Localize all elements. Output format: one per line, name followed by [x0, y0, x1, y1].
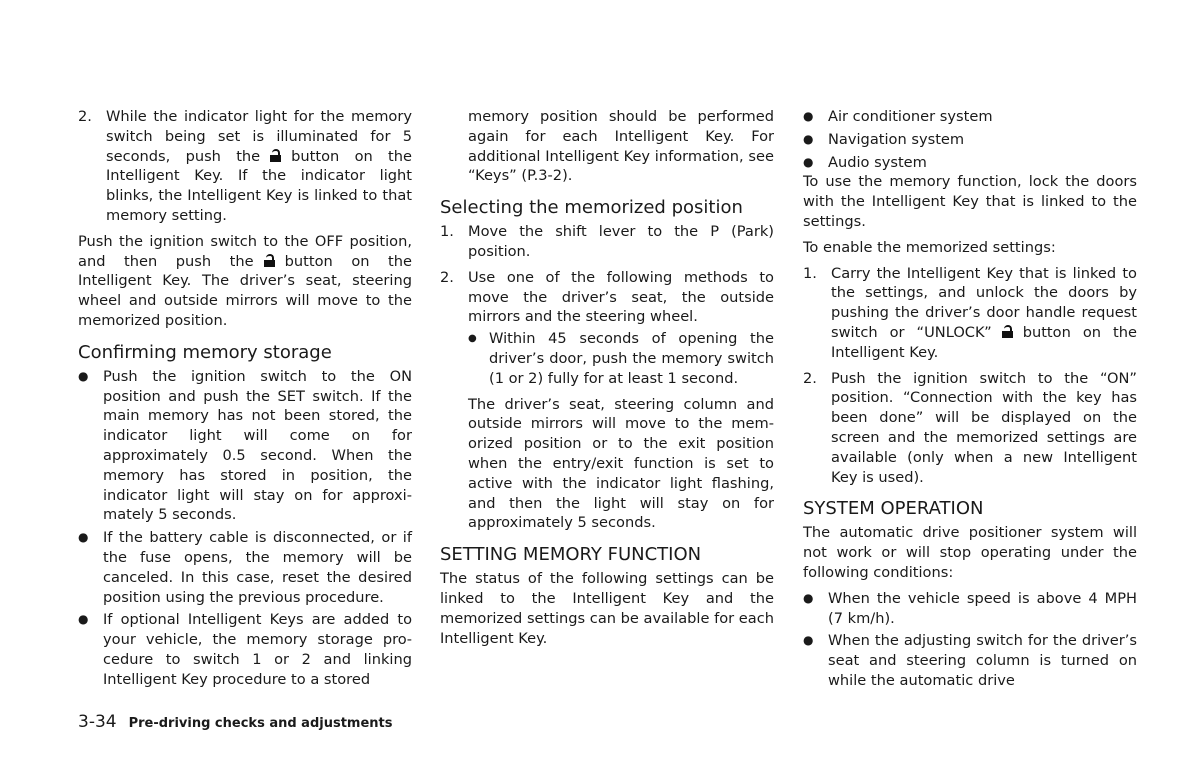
sub-list — [440, 329, 774, 388]
enable-paragraph: To enable the memorized settings: — [803, 238, 1056, 256]
column-2 — [440, 107, 774, 654]
list-item: ● When the vehicle speed is above 4 MPH (7 km/h). — [803, 589, 1137, 627]
bullet-icon: ● — [803, 109, 814, 123]
step-2: 2. Push the ignition switch to the “ON” position. “Connection with the key has been done” will be displayed on the screen and the memorized settings are available (only when a new Intelligent Key is used). — [803, 369, 1137, 486]
column-1 — [78, 107, 412, 693]
list-item: ● Air conditioner system — [803, 108, 993, 125]
step-2 — [78, 107, 412, 226]
page-number: 3-34 — [78, 712, 117, 732]
bullet-icon: ● — [803, 131, 814, 146]
list-item: ● Push the ignition switch to the ON position and push the SET switch. If the main memory has not been stored, the indicator light will come on for approximately 0.5 second. When the memory has stored in position, the indicator light will stay on for approximately 5 seconds. — [78, 367, 412, 524]
bullet-icon: ● — [803, 590, 814, 605]
step-1: 1. Move the shift lever to the P (Park) position. — [440, 223, 774, 260]
bullet-icon: ● — [78, 612, 89, 627]
list-item: ● Audio system — [803, 153, 927, 171]
bullet-icon: ● — [78, 530, 89, 545]
list-item: ● When the adjusting switch for the driver’s seat and steering column is turned on while the automatic drive — [803, 632, 1137, 689]
bullet-icon: ● — [803, 633, 814, 648]
continued-text: memory position should be performed again for each Intelligent Key. For additional Intelligent Key information, see “Keys” (P.3-2). — [468, 108, 774, 185]
use-paragraph: To use the memory function, lock the doors with the Intelligent Key that is linked to the settings. — [803, 173, 1137, 230]
bullet-icon: ● — [803, 154, 814, 169]
page-footer — [78, 712, 393, 732]
system-paragraph: The automatic drive positioner system will not work or will stop operating under the following conditions: — [803, 524, 1137, 581]
heading-selecting-memorized-position: Selecting the memorized position — [440, 197, 743, 219]
list-item: ● If optional Intelligent Keys are added to your vehicle, the memory storage procedure to switch 1 or 2 and linking Intelligent Key procedure to a stored — [78, 611, 412, 688]
column-3 — [803, 107, 1137, 694]
setting-paragraph: The status of the following settings can be linked to the Intelligent Key and the memorized settings can be available for each Intelligent Key. — [440, 570, 774, 647]
section-title: Pre-driving checks and adjustments — [128, 716, 393, 731]
bullet-icon: ● — [78, 368, 89, 383]
heading-setting-memory-function: SETTING MEMORY FUNCTION — [440, 544, 702, 566]
unlock-icon — [264, 254, 275, 267]
step-number: 2. — [78, 108, 92, 125]
bullet-icon: ● — [468, 333, 477, 345]
result-paragraph: The driver’s seat, steering column and outside mirrors will move to the memorized position or to the exit position when the entry/exit function is set to active with the indicator light flashing, and then the light will stay on for approximately 5 seconds. — [468, 395, 774, 532]
list-item: ● Within 45 seconds of opening the driver’s door, push the memory switch (1 or 2) fully for at least 1 second. — [468, 330, 774, 387]
unlock-icon — [1002, 325, 1013, 338]
step-text: While the indicator light for the memory switch being set is illuminated for 5 seconds, push the — [106, 108, 412, 165]
step-2: 2. Use one of the following methods to move the driver’s seat, the outside mirrors and the steering wheel. — [440, 268, 774, 326]
off-paragraph: Push the ignition switch to the OFF position, and then push the button on the Intelligent Key. The driver’s seat, steering wheel and outside mirrors will move to the memorized position. — [78, 232, 413, 329]
step-1: 1. Carry the Intelligent Key that is linked to the settings, and unlock the doors by pushing the driver’s door handle request switch or “UNLOCK” button on the Intelligent Key. — [803, 264, 1137, 361]
step-text-cont: button on the Intelligent Key. If the indicator light blinks, the Intelligent Key is linked to that memory setting. — [106, 147, 412, 224]
heading-system-operation: SYSTEM OPERATION — [803, 498, 984, 520]
unlock-icon — [270, 149, 281, 162]
list-item: ● Navigation system — [803, 130, 965, 148]
list-item: ● If the battery cable is disconnected, or if the fuse opens, the memory will be canceled. In this case, reset the desired position using the previous procedure. — [78, 529, 412, 606]
heading-confirming-memory-storage: Confirming memory storage — [78, 341, 332, 363]
